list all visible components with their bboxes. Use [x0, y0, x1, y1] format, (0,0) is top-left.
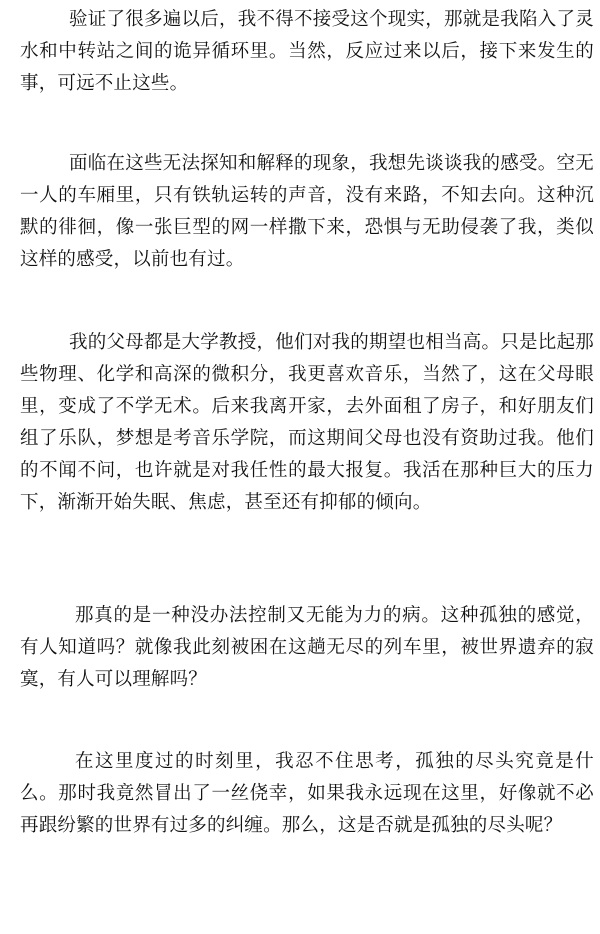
paragraph-5: 在这里度过的时刻里，我忍不住思考，孤独的尽头究竟是什么。那时我竟然冒出了一丝侥幸，如果我永远现在这里，好像就不必再跟纷繁的世界有过多的纠缠。那么，这是否就是孤独的尽头呢？: [20, 751, 594, 836]
paragraph-3: 我的父母都是大学教授，他们对我的期望也相当高。只是比起那些物理、化学和高深的微积分，我更喜欢音乐，当然了，这在父母眼里，变成了不学无术。后来我离开家，去外面租了房子，和好朋友们组了乐队，梦想是考音乐学院，而这期间父母也没有资助过我。他们的不闻不问，也许就是对我任性的最大报复。我活在那种巨大的压力下，渐渐开始失眠、焦虑，甚至还有抑郁的倾向。: [20, 332, 594, 513]
paragraph-4: 那真的是一种没办法控制又无能为力的病。这种孤独的感觉，有人知道吗？就像我此刻被困在这趟无尽的列车里，被世界遗弃的寂寞，有人可以理解吗？: [20, 605, 594, 690]
paragraph-2: 面临在这些无法探知和解释的现象，我想先谈谈我的感受。空无一人的车厢里，只有铁轨运转的声音，没有来路，不知去向。这种沉默的徘徊，像一张巨型的网一样撒下来，恐惧与无助侵袭了我，类似这样的感受，以前也有过。: [20, 153, 594, 270]
paragraph-1: 验证了很多遍以后，我不得不接受这个现实，那就是我陷入了灵水和中转站之间的诡异循环里。当然，反应过来以后，接下来发生的事，可远不止这些。: [20, 9, 594, 94]
